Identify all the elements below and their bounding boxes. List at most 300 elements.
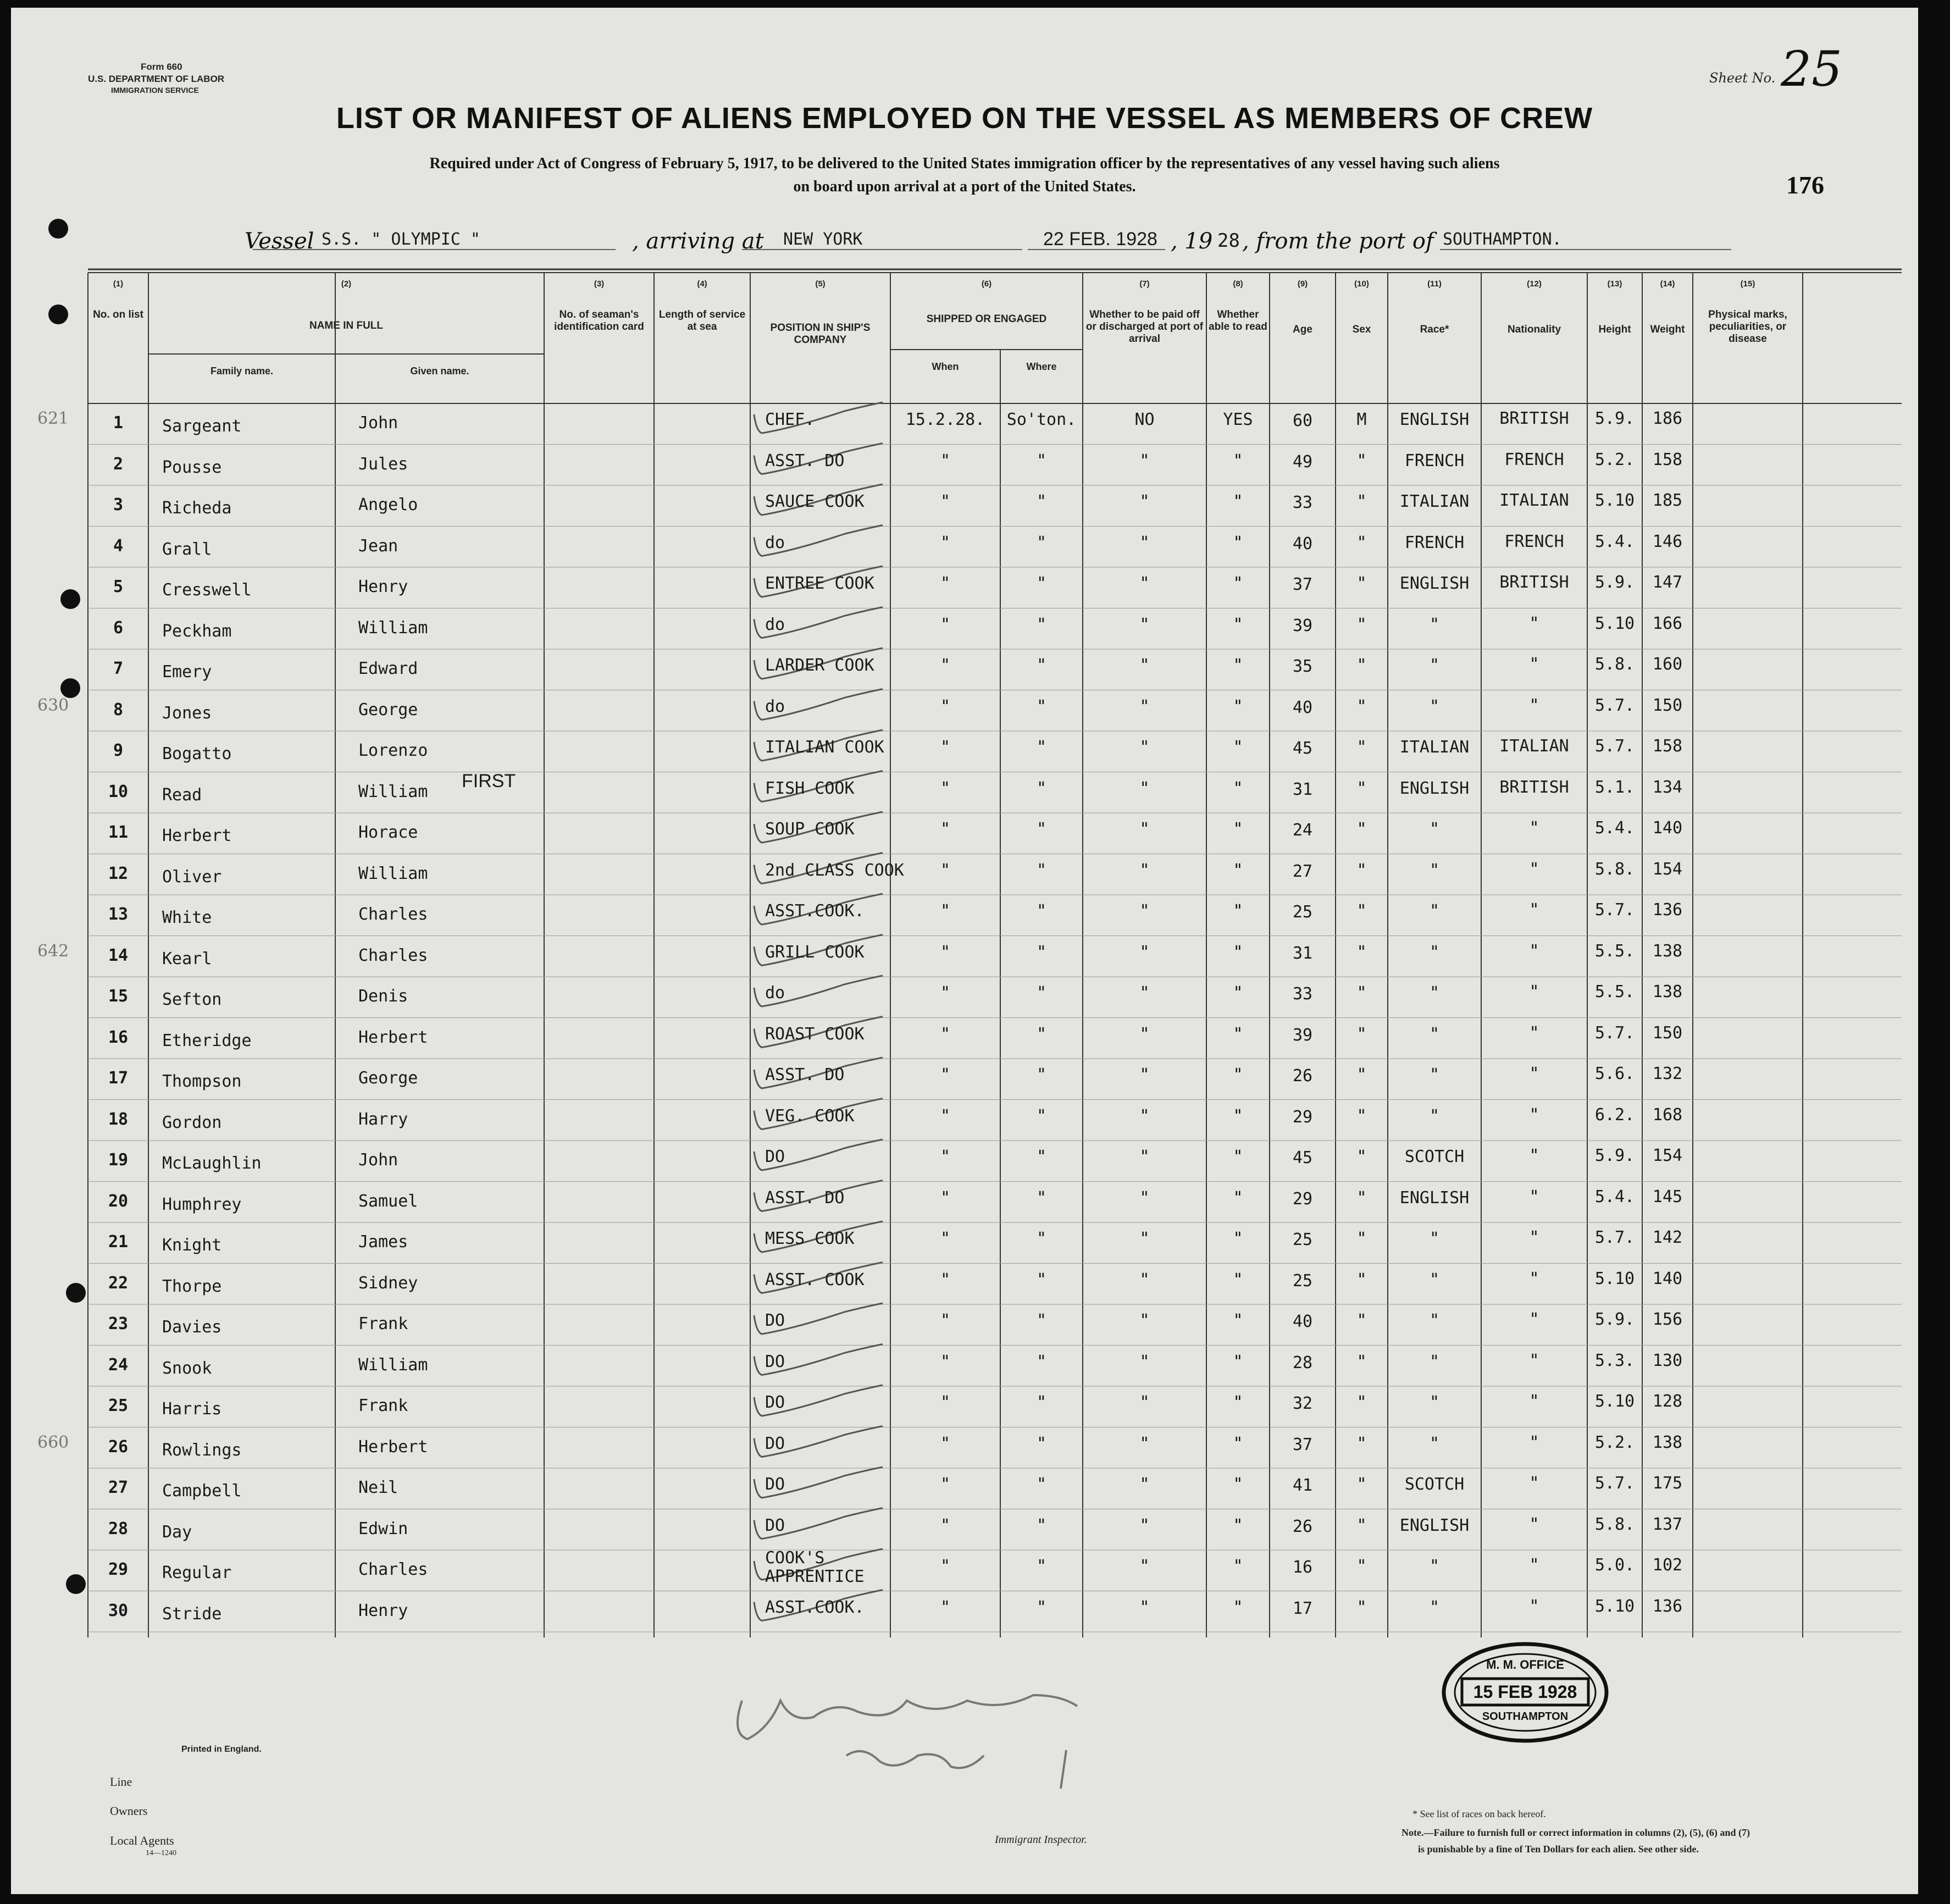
row-number: 29 [108,1560,129,1579]
nationality: " [1529,982,1539,1001]
row-number: 28 [108,1519,129,1538]
height: 5.8. [1594,859,1635,879]
given-name: Charles [358,945,428,965]
shipped-where: " [1036,696,1047,716]
age: 27 [1292,861,1313,881]
age: 24 [1292,821,1313,840]
shipped-where: " [1036,1270,1047,1289]
height: 5.4. [1594,1187,1635,1206]
height: 5.4. [1594,818,1635,838]
height: 5.5. [1594,982,1635,1001]
nationality: " [1529,1146,1539,1165]
shipped-where: " [1036,656,1047,675]
stamp-date: 15 FEB 1928 [1473,1682,1577,1702]
given-name: William [358,864,428,883]
shipped-when: " [940,574,951,593]
able-to-read: " [1233,492,1243,511]
sex: " [1356,1311,1367,1330]
age: 37 [1292,1435,1313,1454]
family-name: Herbert [162,826,232,845]
given-name: Herbert [358,1027,428,1047]
sex: " [1356,1515,1367,1535]
height: 5.10 [1594,491,1635,510]
age: 29 [1292,1107,1313,1127]
nationality: " [1529,1596,1539,1616]
signature-scribbles [11,8,1918,1894]
column-header: Whether to be paid off or discharged at port of arrival [1085,309,1204,345]
weight: 166 [1652,613,1683,633]
vessel-label: Vessel [245,229,314,254]
shipped-when: " [940,1311,951,1330]
able-to-read: " [1233,451,1243,471]
shipped-when: " [940,1147,951,1166]
weight: 138 [1652,982,1683,1001]
shipped-where: " [1036,901,1047,921]
height: 5.6. [1594,1064,1635,1083]
sex: " [1356,1433,1367,1453]
column-number: (2) [341,279,352,289]
shipped-where: " [1036,1515,1047,1535]
penalty-note-1: Note.—Failure to furnish full or correct information in columns (2), (5), (6) and (7) [1401,1827,1750,1838]
age: 26 [1292,1516,1313,1536]
position: ENTREE COOK [765,574,874,593]
family-name: Gordon [162,1112,222,1132]
paid-off: " [1139,778,1150,798]
row-number: 3 [113,495,124,514]
race: " [1429,1311,1440,1330]
sex: " [1356,901,1367,921]
family-name: Etheridge [162,1031,252,1050]
family-name: Peckham [162,621,232,641]
family-name: Pousse [162,457,222,477]
row-number: 18 [108,1109,129,1129]
shipped-when: " [940,942,951,962]
age: 39 [1292,616,1313,635]
paid-off: " [1139,1433,1150,1453]
shipped-where: " [1036,492,1047,511]
weight: 150 [1652,1023,1683,1043]
race: " [1429,1270,1440,1289]
height: 6.2. [1594,1105,1635,1125]
row-number: 20 [108,1191,129,1211]
shipped-when: " [940,696,951,716]
paid-off: " [1139,1352,1150,1371]
shipped-where: " [1036,451,1047,471]
printed-in: Printed in England. [181,1745,262,1754]
column-header: Weight [1650,324,1685,335]
race: " [1429,1352,1440,1371]
column-header: No. of seaman's identification card [554,309,644,333]
family-name: Campbell [162,1481,242,1501]
sex: " [1356,1393,1367,1412]
position: LARDER COOK [765,656,874,675]
able-to-read: " [1233,860,1243,880]
column-header: NAME IN FULL [309,320,384,331]
column-header: Length of service at sea [658,309,746,333]
column-number: (10) [1354,279,1369,289]
shipped-where: " [1036,1393,1047,1412]
sex: " [1356,1352,1367,1371]
shipped-when: " [940,1106,951,1126]
row-number: 2 [113,454,124,474]
shipped-when: " [940,1515,951,1535]
column-number: (4) [697,279,707,289]
position: SOUP COOK [765,820,855,839]
paid-off: " [1139,1065,1150,1084]
year-label: , 19 [1171,229,1213,254]
height: 5.7. [1594,695,1635,715]
shipped-when: " [940,1024,951,1044]
vessel-name: S.S. " OLYMPIC " [322,230,480,249]
paid-off: " [1139,615,1150,634]
subheader-where: Where [1026,361,1057,372]
row-number: 6 [113,618,124,638]
able-to-read: " [1233,1557,1243,1576]
age: 40 [1292,1312,1313,1331]
paid-off: " [1139,574,1150,593]
sex: " [1356,696,1367,716]
paid-off: " [1139,1188,1150,1208]
position: ASST. DO [765,451,845,471]
paid-off: " [1139,1475,1150,1494]
shipped-when: " [940,901,951,921]
paid-off: " [1139,1557,1150,1576]
age: 32 [1292,1394,1313,1413]
race: " [1429,1065,1440,1084]
weight: 147 [1652,573,1683,592]
row-9-note: FIRST [462,771,516,792]
able-to-read: " [1233,738,1243,757]
given-name: Frank [358,1314,408,1333]
able-to-read: " [1233,1188,1243,1208]
family-name: Emery [162,662,212,682]
position: ASST. DO [765,1065,845,1084]
column-header: Sex [1352,324,1371,335]
able-to-read: " [1233,1352,1243,1371]
shipped-where: " [1036,1229,1047,1248]
shipped-when: " [940,860,951,880]
weight: 140 [1652,818,1683,838]
arrival-port: NEW YORK [783,230,863,249]
position: DO [765,1475,785,1494]
row-number: 11 [108,823,129,842]
sex: " [1356,656,1367,675]
height: 5.2. [1594,450,1635,469]
height: 5.0. [1594,1556,1635,1575]
height: 5.1. [1594,777,1635,797]
height: 5.8. [1594,1514,1635,1534]
nationality: " [1529,1310,1539,1329]
sex: " [1356,778,1367,798]
row-number: 5 [113,577,124,596]
family-name: Sefton [162,990,222,1009]
shipped-when: " [940,1475,951,1494]
position: FISH COOK [765,778,855,798]
sex: " [1356,860,1367,880]
height: 5.7. [1594,737,1635,756]
shipped-when: " [940,1433,951,1453]
paid-off: " [1139,533,1150,552]
family-name: Humphrey [162,1194,242,1214]
weight: 186 [1652,409,1683,428]
age: 33 [1292,984,1313,1004]
able-to-read: " [1233,656,1243,675]
given-name: John [358,413,398,433]
race: " [1429,615,1440,634]
age: 45 [1292,739,1313,758]
paid-off: " [1139,1270,1150,1289]
weight: 137 [1652,1514,1683,1534]
family-name: Jones [162,703,212,723]
family-name: Thorpe [162,1276,222,1296]
sex: " [1356,492,1367,511]
shipped-where: " [1036,1024,1047,1044]
family-name: Sargeant [162,417,242,436]
age: 17 [1292,1598,1313,1618]
shipped-when: " [940,615,951,634]
sex: " [1356,1147,1367,1166]
weight: 130 [1652,1350,1683,1370]
paid-off: " [1139,901,1150,921]
given-name: Frank [358,1396,408,1415]
able-to-read: " [1233,901,1243,921]
age: 39 [1292,1025,1313,1045]
from-port-label: , from the port of [1242,229,1434,254]
page-title: LIST OR MANIFEST OF ALIENS EMPLOYED ON THE VESSEL AS MEMBERS OF CREW [336,102,1593,135]
sex: M [1356,410,1367,429]
paid-off: " [1139,1393,1150,1412]
family-name: Rowlings [162,1440,242,1460]
subheader-given-name: Given name. [410,366,469,377]
paid-off: " [1139,860,1150,880]
shipped-when: " [940,451,951,471]
age: 31 [1292,943,1313,963]
race: ENGLISH [1399,574,1470,593]
paid-off: " [1139,656,1150,675]
able-to-read: YES [1223,410,1253,429]
race: SCOTCH [1404,1475,1465,1494]
race: " [1429,860,1440,880]
nationality: " [1529,1064,1539,1083]
shipped-where: " [1036,1106,1047,1126]
penalty-note-2: is punishable by a fine of Ten Dollars for each alien. See other side. [1418,1844,1699,1855]
shipped-where: " [1036,820,1047,839]
given-name: Charles [358,905,428,924]
age: 26 [1292,1066,1313,1086]
position: ITALIAN COOK [765,738,884,757]
given-name: James [358,1232,408,1252]
subtitle-line-2: on board upon arrival at a port of the United States. [793,178,1136,195]
row-number: 4 [113,536,124,556]
height: 5.10 [1594,613,1635,633]
row-number: 27 [108,1478,129,1497]
stamp-bottom: SOUTHAMPTON [1482,1711,1569,1723]
shipped-when: " [940,1229,951,1248]
height: 5.4. [1594,532,1635,551]
shipped-when: " [940,738,951,757]
given-name: Edward [358,659,418,678]
position: do [765,983,785,1003]
height: 5.5. [1594,941,1635,961]
position: CHEF. [765,410,815,429]
sex: " [1356,942,1367,962]
sex: " [1356,1229,1367,1248]
sex: " [1356,1597,1367,1617]
nationality: FRENCH [1504,450,1564,469]
race: ITALIAN [1399,738,1470,757]
given-name: Neil [358,1478,398,1497]
height: 5.7. [1594,1023,1635,1043]
given-name: Jules [358,454,408,474]
nationality: ITALIAN [1499,491,1569,510]
column-number: (12) [1527,279,1542,289]
shipped-when: " [940,492,951,511]
subtitle-line-1: Required under Act of Congress of February 5, 1917, to be delivered to the United States immigration officer by the representatives of any vessel having such aliens [429,155,1500,172]
arrival-date: 22 FEB. 1928 [1043,229,1157,250]
sex: " [1356,1188,1367,1208]
age: 60 [1292,411,1313,430]
position: DO [765,1352,785,1371]
position: GRILL COOK [765,942,865,962]
given-name: Denis [358,987,408,1006]
nationality: " [1529,1350,1539,1370]
age: 29 [1292,1189,1313,1209]
position: ASST.COOK. [765,1597,865,1617]
shipped-where: " [1036,1475,1047,1494]
weight: 136 [1652,900,1683,920]
row-number: 16 [108,1027,129,1047]
given-name: William [358,618,428,638]
sex: " [1356,1270,1367,1289]
margin-note: 621 [37,409,69,428]
shipped-where: " [1036,533,1047,552]
family-name: Stride [162,1604,222,1624]
nationality: " [1529,1228,1539,1247]
height: 5.9. [1594,409,1635,428]
given-name: Lorenzo [358,741,428,760]
row-number: 10 [108,782,129,801]
age: 16 [1292,1558,1313,1577]
shipped-where: " [1036,983,1047,1003]
nationality: " [1529,1187,1539,1206]
given-name: Horace [358,823,418,842]
weight: 134 [1652,777,1683,797]
sex: " [1356,983,1367,1003]
nationality: BRITISH [1499,573,1569,592]
race: ENGLISH [1399,1188,1470,1208]
age: 45 [1292,1148,1313,1167]
race: ITALIAN [1399,492,1470,511]
paid-off: " [1139,942,1150,962]
weight: 156 [1652,1310,1683,1329]
age: 40 [1292,698,1313,717]
given-name: Jean [358,536,398,556]
height: 5.10 [1594,1269,1635,1288]
shipped-when: " [940,1557,951,1576]
column-header: SHIPPED OR ENGAGED [926,313,1047,325]
race: ENGLISH [1399,1515,1470,1535]
weight: 175 [1652,1474,1683,1493]
shipped-where: " [1036,615,1047,634]
position: DO [765,1311,785,1330]
race: SCOTCH [1404,1147,1465,1166]
able-to-read: " [1233,1311,1243,1330]
weight: 140 [1652,1269,1683,1288]
height: 5.2. [1594,1432,1635,1452]
shipped-when: " [940,1270,951,1289]
race: " [1429,1433,1440,1453]
paid-off: " [1139,1311,1150,1330]
family-name: Kearl [162,949,212,968]
able-to-read: " [1233,533,1243,552]
weight: 150 [1652,695,1683,715]
row-number: 30 [108,1601,129,1620]
shipped-when: " [940,533,951,552]
race: " [1429,983,1440,1003]
race: FRENCH [1404,451,1465,471]
able-to-read: " [1233,1065,1243,1084]
weight: 145 [1652,1187,1683,1206]
row-number: 13 [108,905,129,924]
race: " [1429,901,1440,921]
height: 5.9. [1594,573,1635,592]
position: DO [765,1433,785,1453]
sex: " [1356,1024,1367,1044]
sex: " [1356,738,1367,757]
weight: 136 [1652,1596,1683,1616]
nationality: " [1529,613,1539,633]
family-name: Oliver [162,867,222,887]
family-name: McLaughlin [162,1154,262,1173]
row-number: 9 [113,741,124,760]
given-name: Herbert [358,1437,428,1457]
age: 37 [1292,575,1313,594]
position: DO [765,1515,785,1535]
shipped-where: " [1036,1311,1047,1330]
weight: 142 [1652,1228,1683,1247]
race-footnote: * See list of races on back hereof. [1412,1808,1546,1819]
page-number: 176 [1786,171,1824,199]
subheader-family-name: Family name. [210,366,274,377]
height: 5.7. [1594,1474,1635,1493]
arrival-year: 28 [1217,230,1240,252]
able-to-read: " [1233,1106,1243,1126]
column-header: Whether able to read [1209,309,1267,333]
paid-off: " [1139,983,1150,1003]
height: 5.7. [1594,1228,1635,1247]
weight: 128 [1652,1392,1683,1411]
nationality: " [1529,1269,1539,1288]
race: " [1429,1597,1440,1617]
given-name: John [358,1150,398,1170]
department: U.S. DEPARTMENT OF LABOR [88,74,225,84]
able-to-read: " [1233,1024,1243,1044]
sex: " [1356,1065,1367,1084]
family-name: Richeda [162,499,232,518]
row-number: 23 [108,1314,129,1333]
able-to-read: " [1233,983,1243,1003]
race: " [1429,1393,1440,1412]
age: 35 [1292,657,1313,676]
weight: 154 [1652,1146,1683,1165]
paid-off: " [1139,451,1150,471]
weight: 102 [1652,1556,1683,1575]
shipped-where: " [1036,860,1047,880]
row-number: 12 [108,864,129,883]
nationality: " [1529,655,1539,674]
column-header: Race* [1420,324,1449,335]
paid-off: " [1139,738,1150,757]
